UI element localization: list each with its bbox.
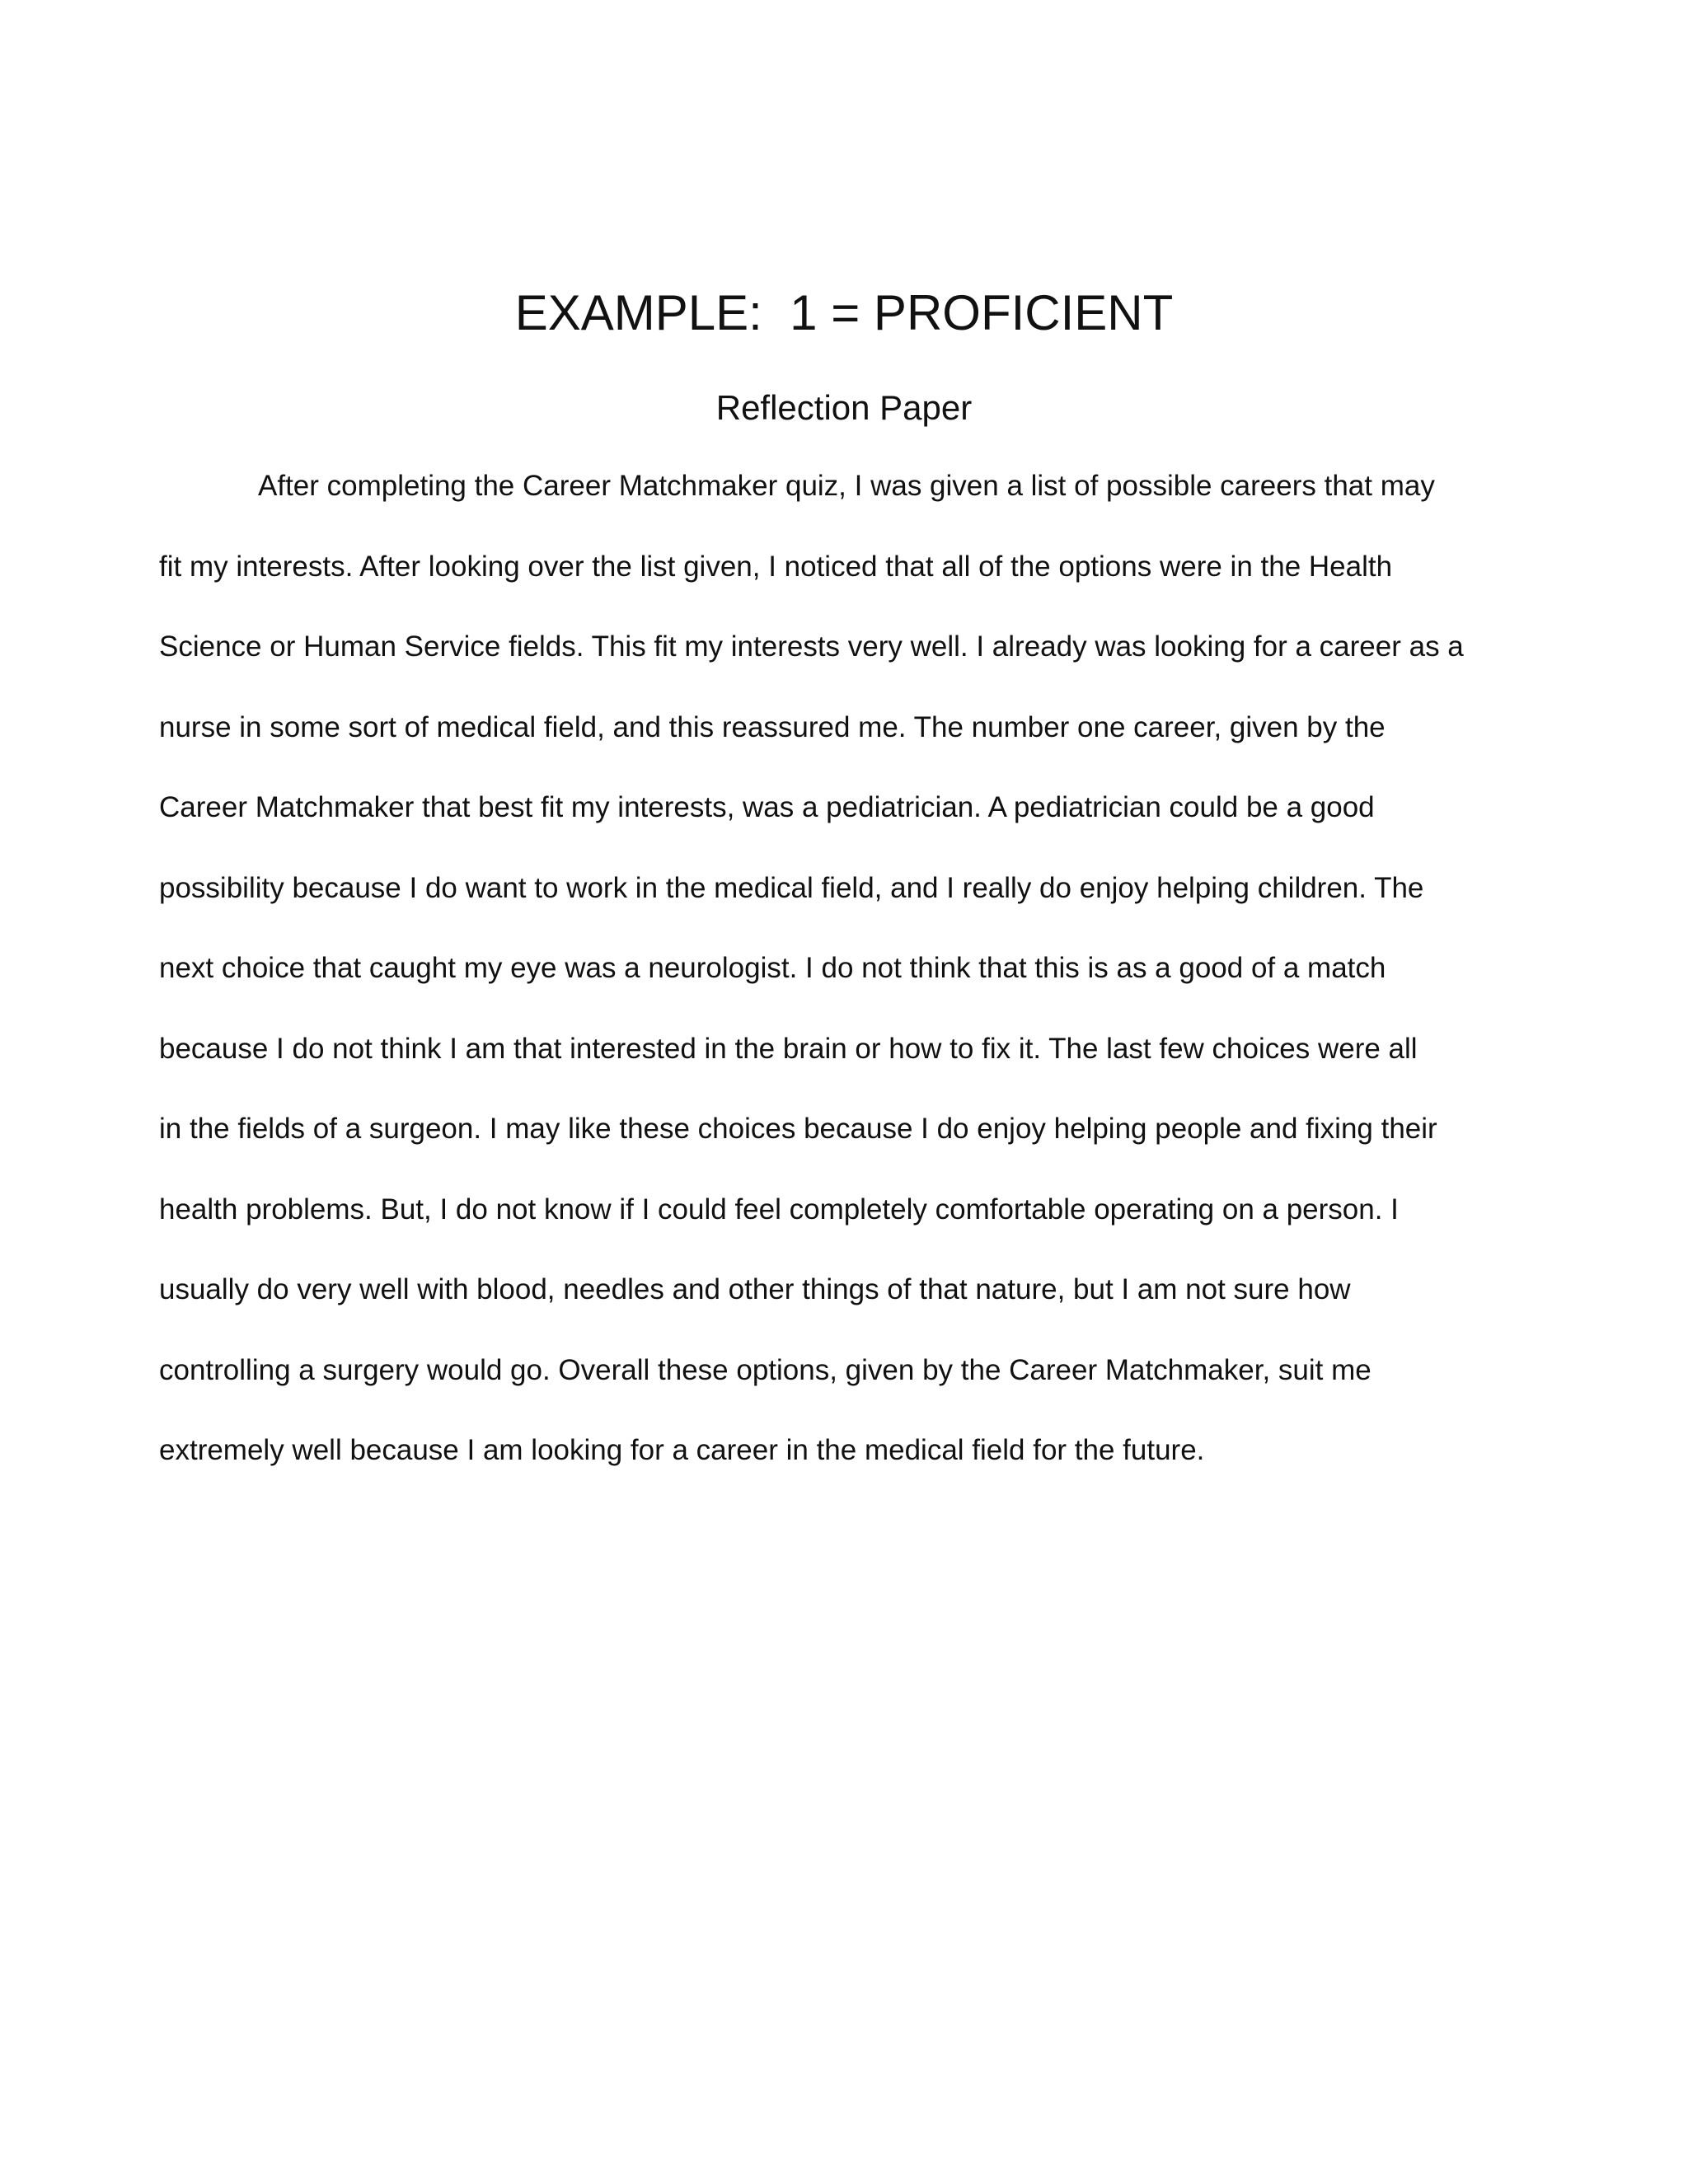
paragraph-line: in the fields of a surgeon. I may like these choices because I do enjoy helping people and fixing their [159,1113,1437,1145]
paragraph-line: because I do not think I am that interested in the brain or how to fix it. The last few choices were all [159,1032,1418,1065]
paragraph-line: extremely well because I am looking for a career in the medical field for the future. [159,1434,1205,1466]
document-title: EXAMPLE: 1 = PROFICIENT [514,285,1174,340]
paragraph-line: controlling a surgery would go. Overall these options, given by the Career Matchmaker, suit me [159,1353,1372,1386]
paragraph-line: Science or Human Service fields. This fit my interests very well. I already was looking for a career as a [159,630,1464,663]
document-subtitle: Reflection Paper [715,388,973,427]
paragraph-line: usually do very well with blood, needles and other things of that nature, but I am not sure how [159,1273,1351,1305]
reflection-paragraph [159,466,1544,1511]
paragraph-line: nurse in some sort of medical field, and this reassured me. The number one career, given by the [159,710,1386,743]
paragraph-line: next choice that caught my eye was a neurologist. I do not think that this is as a good of a match [159,952,1386,984]
paragraph-line: possibility because I do want to work in the medical field, and I really do enjoy helping children. The [159,871,1424,904]
paragraph-line: health problems. But, I do not know if I could feel completely comfortable operating on a person. I [159,1193,1399,1226]
paragraph-line: fit my interests. After looking over the list given, I noticed that all of the options were in the Health [159,550,1393,583]
paragraph-line: Career Matchmaker that best fit my interests, was a pediatrician. A pediatrician could be a good [159,791,1375,823]
paragraph-line: After completing the Career Matchmaker quiz, I was given a list of possible careers that may [258,470,1435,502]
